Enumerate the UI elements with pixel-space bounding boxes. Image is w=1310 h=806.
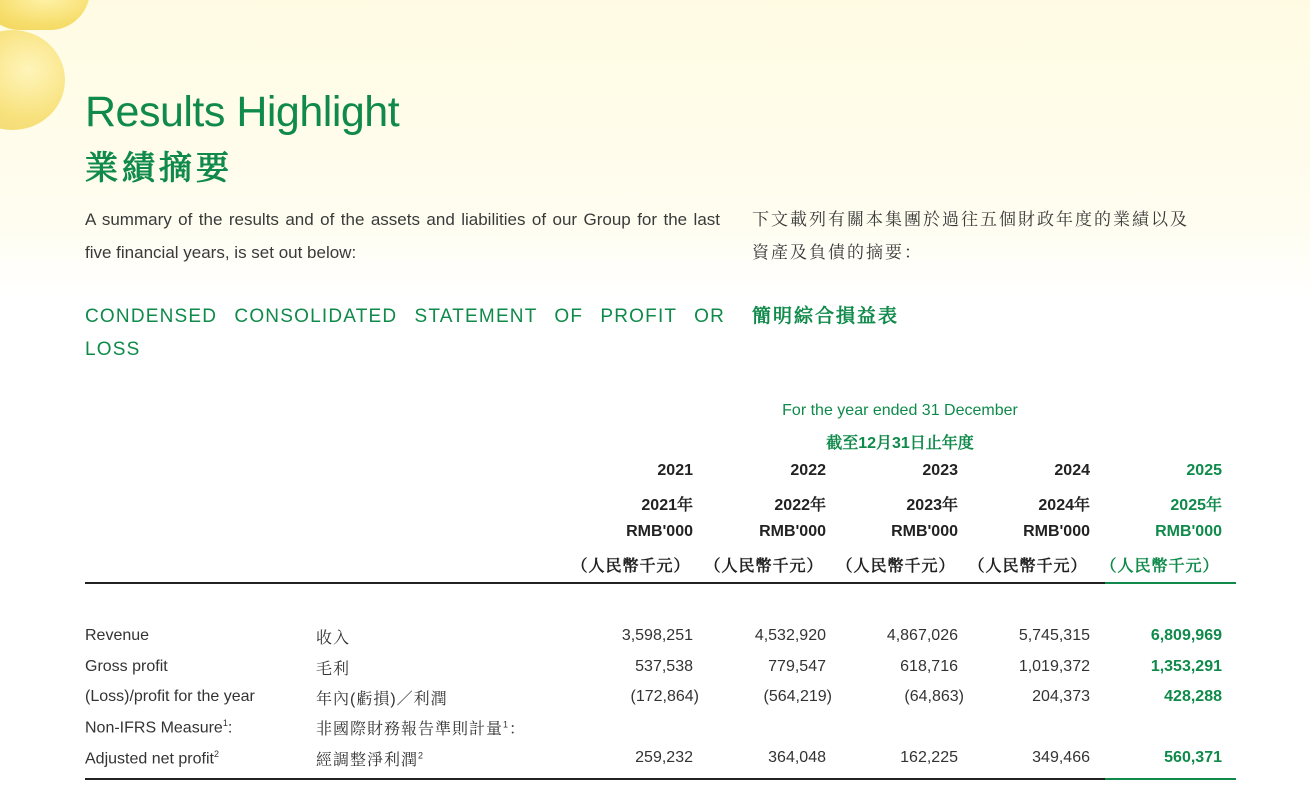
intro-zh-line1: 下文載列有關本集團於過往五個財政年度的業績以及	[752, 210, 1189, 229]
row-label-chinese-text: 非國際財務報告準則計量	[316, 721, 504, 738]
column-header-unit-zh: （人民幣千元）	[704, 558, 824, 575]
row-label	[85, 749, 219, 768]
page-title: Results Highlight	[85, 88, 400, 136]
column-header-year: 2024	[1054, 462, 1090, 479]
decorative-blob-left	[0, 30, 65, 130]
intro-zh-line2: 資產及負債的摘要：	[752, 243, 923, 262]
row-label-text: Gross profit	[85, 658, 168, 675]
footer-rule	[85, 778, 1105, 780]
table-cell: 4,532,920	[754, 627, 826, 644]
header-rule	[85, 582, 1105, 584]
column-header-unit: RMB'000	[1155, 523, 1222, 540]
table-cell: 162,225	[900, 749, 958, 766]
column-header-year: 2025	[1186, 462, 1222, 479]
table-cell: 779,547	[768, 658, 826, 675]
row-label-chinese-text: 收入	[316, 630, 351, 647]
row-label-chinese-text: 毛利	[316, 661, 351, 678]
intro-paragraph: A summary of the results and of the assets and liabilities of our Group for the last five financial years, is set out below:	[85, 210, 720, 262]
row-label-chinese	[316, 686, 448, 709]
footer-rule-highlight	[1105, 778, 1236, 780]
column-header-unit-zh: （人民幣千元）	[968, 558, 1088, 575]
footnote-marker: 2	[418, 750, 425, 761]
table-cell: 537,538	[635, 658, 693, 675]
section-heading-chinese: 簡明綜合損益表	[752, 306, 900, 327]
table-cell: (64,863)	[904, 688, 964, 705]
table-cell: 259,232	[635, 749, 693, 766]
section-heading: CONDENSED CONSOLIDATED STATEMENT OF PROFIT OR LOSS	[85, 306, 725, 360]
period-caption-chinese: 截至12月31日止年度	[826, 435, 974, 452]
row-label-text: Non-IFRS Measure	[85, 719, 223, 737]
table-cell: 204,373	[1032, 688, 1090, 705]
row-label-text: Adjusted net profit	[85, 750, 214, 768]
row-label-text: Revenue	[85, 627, 150, 644]
footnote-marker: 2	[213, 749, 219, 759]
row-label-chinese: 非國際財務報告準則計量$^1$：	[316, 719, 527, 738]
column-header-unit: RMB'000	[626, 523, 693, 540]
column-header-year-zh: 2023年	[906, 497, 958, 514]
decorative-blob-top	[0, 0, 90, 30]
column-header-year: 2021	[657, 462, 693, 479]
column-header-year-zh: 2021年	[641, 497, 693, 514]
column-header-unit-zh: （人民幣千元）	[836, 558, 956, 575]
table-cell: 1,019,372	[1018, 658, 1090, 675]
table-cell: 560,371	[1164, 749, 1222, 766]
column-header-year: 2023	[922, 462, 958, 479]
row-label	[85, 627, 149, 645]
row-label-chinese-text: 年內(虧損)／利潤	[316, 691, 448, 708]
table-cell: 618,716	[900, 658, 958, 675]
row-label: Non-IFRS Measure$^1$:	[85, 718, 233, 737]
table-cell: 364,048	[768, 749, 826, 766]
table-cell: (172,864)	[630, 688, 699, 705]
table-cell: 428,288	[1164, 688, 1222, 705]
column-header-unit: RMB'000	[1023, 523, 1090, 540]
table-cell: 3,598,251	[621, 627, 693, 644]
footnote-marker: 1	[503, 719, 510, 730]
row-label-chinese-text: 經調整淨利潤	[316, 752, 419, 769]
column-header-year-zh: 2025年	[1170, 497, 1222, 514]
intro-paragraph-chinese	[752, 203, 1242, 269]
row-label-text: (Loss)/profit for the year	[85, 688, 255, 705]
table-cell: (564,219)	[763, 688, 832, 705]
column-header-unit-zh: （人民幣千元）	[571, 558, 691, 575]
footnote-marker: 1	[222, 718, 228, 728]
row-label-chinese	[316, 625, 350, 648]
column-header-unit-zh: （人民幣千元）	[1100, 558, 1220, 575]
table-cell: 6,809,969	[1150, 627, 1222, 644]
period-caption: For the year ended 31 December	[782, 402, 1018, 419]
row-label	[85, 658, 168, 676]
row-label	[85, 688, 255, 706]
row-label-chinese	[316, 656, 350, 679]
table-cell: 4,867,026	[886, 627, 958, 644]
table-cell: 5,745,315	[1018, 627, 1090, 644]
column-header-year-zh: 2024年	[1038, 497, 1090, 514]
column-header-year-zh: 2022年	[774, 497, 826, 514]
page-title-chinese: 業績摘要	[85, 149, 233, 186]
column-header-unit: RMB'000	[891, 523, 958, 540]
column-header-unit: RMB'000	[759, 523, 826, 540]
row-label-chinese	[316, 747, 424, 770]
column-header-year: 2022	[790, 462, 826, 479]
header-rule-highlight	[1105, 582, 1236, 584]
table-cell: 349,466	[1032, 749, 1090, 766]
table-cell: 1,353,291	[1150, 658, 1222, 675]
